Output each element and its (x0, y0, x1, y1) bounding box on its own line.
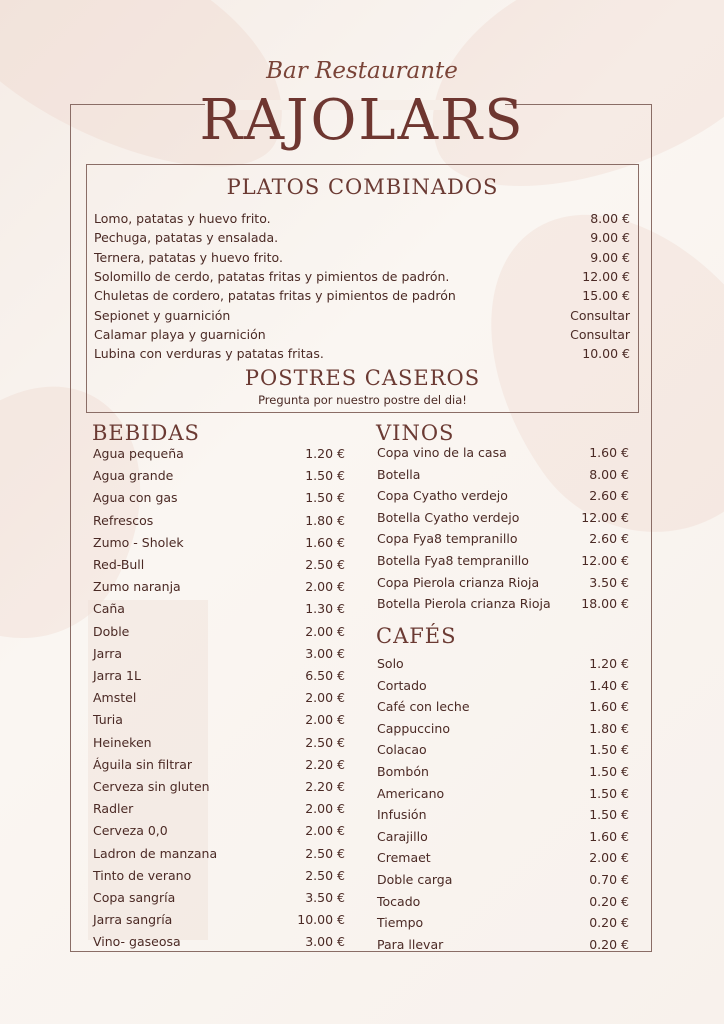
item-name: Caña (93, 601, 125, 617)
item-price: 2.00 € (305, 623, 345, 639)
item-price: 3.50 € (589, 574, 629, 590)
item-price: 1.50 € (589, 742, 629, 758)
item-name: Tinto de verano (93, 867, 192, 883)
bebidas-item (93, 557, 345, 572)
item-price: 1.60 € (305, 534, 345, 550)
item-price: 12.00 € (582, 268, 630, 284)
item-name: Botella Fya8 tempranillo (377, 553, 529, 568)
item-price: 1.30 € (305, 601, 345, 617)
cafes-item (377, 829, 629, 844)
bebidas-item (93, 801, 345, 816)
item-name: Lomo, patatas y huevo frito. (94, 211, 271, 226)
bebidas-item (93, 712, 345, 727)
cafes-item (377, 807, 629, 822)
item-price: 2.00 € (305, 690, 345, 706)
item-price: 1.20 € (305, 446, 345, 461)
cafes-item (377, 894, 629, 909)
item-price: 9.00 € (590, 230, 630, 246)
platos-item (94, 269, 630, 284)
item-price: 0.70 € (589, 872, 629, 887)
item-name: Colacao (377, 742, 427, 758)
platos-item (94, 346, 630, 361)
bebidas-item (93, 601, 345, 616)
platos-item (94, 211, 630, 226)
item-name: Cerveza 0,0 (93, 823, 168, 839)
item-name: Copa Pierola crianza Rioja (377, 574, 540, 590)
restaurant-subtitle: Bar Restaurante (266, 58, 458, 84)
bebidas-item (93, 513, 345, 528)
vinos-title: VINOS (376, 421, 455, 445)
bebidas-item (93, 735, 345, 750)
item-name: Copa vino de la casa (377, 445, 507, 460)
item-name: Solo (377, 656, 404, 671)
item-name: Ladron de manzana (93, 845, 218, 861)
item-name: Cremaet (377, 850, 431, 866)
item-name: Zumo naranja (93, 579, 181, 595)
item-name: Jarra (93, 645, 123, 661)
item-name: Zumo - Sholek (93, 534, 184, 550)
item-price: 1.60 € (589, 445, 629, 460)
item-name: Sepionet y guarnición (94, 307, 231, 323)
cafes-item (377, 699, 629, 714)
item-price: 1.40 € (589, 677, 629, 693)
item-name: Cerveza sin gluten (93, 779, 210, 794)
vinos-item (377, 488, 629, 503)
platos-title: PLATOS COMBINADOS (226, 175, 499, 199)
item-name: Botella Cyatho verdejo (377, 509, 520, 525)
cafes-item (377, 742, 629, 757)
bebidas-item (93, 779, 345, 794)
item-name: Copa sangría (93, 890, 176, 905)
bebidas-item (93, 868, 345, 883)
item-price: 3.50 € (305, 890, 345, 905)
item-name: Americano (377, 785, 445, 801)
item-name: Red-Bull (93, 557, 145, 572)
platos-item (94, 250, 630, 265)
item-name: Agua pequeña (93, 446, 184, 461)
restaurant-name: RAJOLARS (199, 88, 525, 153)
bebidas-item (93, 757, 345, 772)
item-name: Amstel (93, 690, 137, 706)
item-price: 1.60 € (589, 828, 629, 844)
item-name: Tocado (377, 893, 421, 909)
item-name: Agua grande (93, 468, 174, 484)
item-price: Consultar (570, 326, 630, 342)
postres-title: POSTRES CASEROS (244, 366, 481, 390)
item-price: 12.00 € (581, 509, 629, 525)
item-price: 1.50 € (589, 807, 629, 823)
item-price: 2.50 € (305, 867, 345, 883)
item-price: 1.50 € (589, 785, 629, 801)
item-name: Águila sin filtrar (93, 756, 193, 772)
bebidas-item (93, 823, 345, 838)
cafes-item (377, 764, 629, 779)
item-price: 10.00 € (582, 346, 630, 362)
item-name: Pechuga, patatas y ensalada. (94, 230, 279, 246)
bebidas-item (93, 624, 345, 639)
item-price: 2.00 € (305, 801, 345, 817)
postres-note: Pregunta por nuestro postre del dia! (258, 393, 467, 407)
item-name: Chuletas de cordero, patatas fritas y pimientos de padrón (94, 288, 456, 304)
item-name: Bombón (377, 764, 429, 779)
item-price: 2.00 € (305, 823, 345, 839)
vinos-item (377, 575, 629, 590)
item-name: Jarra sangría (93, 912, 173, 928)
platos-item (94, 230, 630, 245)
item-name: Copa Fya8 tempranillo (377, 531, 518, 547)
item-price: 1.60 € (589, 699, 629, 715)
bebidas-item (93, 846, 345, 861)
item-price: 12.00 € (581, 553, 629, 568)
bebidas-item (93, 690, 345, 705)
item-name: Agua con gas (93, 490, 178, 506)
item-name: Solomillo de cerdo, patatas fritas y pimientos de padrón. (94, 268, 450, 284)
item-price: 2.60 € (589, 488, 629, 504)
item-price: 0.20 € (589, 893, 629, 909)
item-name: Café con leche (377, 699, 470, 715)
item-name: Infusión (377, 807, 427, 823)
item-price: 1.80 € (589, 720, 629, 736)
vinos-item (377, 531, 629, 546)
item-price: 15.00 € (582, 288, 630, 304)
item-price: 1.80 € (305, 512, 345, 528)
item-price: 3.00 € (305, 934, 345, 950)
vinos-item (377, 553, 629, 568)
cafes-title: CAFÉS (376, 624, 457, 648)
bebidas-item (93, 490, 345, 505)
item-name: Botella Pierola crianza Rioja (377, 596, 551, 612)
cafes-item (377, 678, 629, 693)
item-price: 0.20 € (589, 936, 629, 952)
item-price: 8.00 € (590, 211, 630, 226)
item-price: 1.50 € (305, 490, 345, 506)
item-name: Cappuccino (377, 720, 450, 736)
item-price: 9.00 € (590, 249, 630, 265)
cafes-item (377, 786, 629, 801)
item-price: 1.50 € (305, 468, 345, 484)
item-price: 6.50 € (305, 668, 345, 683)
bebidas-item (93, 912, 345, 927)
item-name: Carajillo (377, 828, 428, 844)
item-price: 2.00 € (589, 850, 629, 866)
item-price: 2.50 € (305, 845, 345, 861)
bebidas-item (93, 646, 345, 661)
item-price: 1.20 € (589, 656, 629, 671)
bebidas-item (93, 668, 345, 683)
item-name: Doble carga (377, 872, 453, 887)
bebidas-item (93, 890, 345, 905)
item-name: Botella (377, 466, 421, 482)
item-name: Cortado (377, 677, 427, 693)
bebidas-title: BEBIDAS (92, 421, 200, 445)
item-price: 0.20 € (589, 915, 629, 931)
cafes-item (377, 872, 629, 887)
item-price: 10.00 € (297, 912, 345, 928)
item-name: Jarra 1L (93, 668, 141, 683)
bebidas-item (93, 934, 345, 949)
cafes-item (377, 915, 629, 930)
item-price: 18.00 € (581, 596, 629, 612)
item-name: Vino- gaseosa (93, 934, 181, 950)
item-price: 2.20 € (305, 756, 345, 772)
bebidas-item (93, 468, 345, 483)
bebidas-item (93, 446, 345, 461)
vinos-item (377, 445, 629, 460)
item-price: 2.60 € (589, 531, 629, 547)
item-name: Refrescos (93, 512, 154, 528)
platos-item (94, 308, 630, 323)
item-name: Lubina con verduras y patatas fritas. (94, 346, 324, 362)
cafes-item (377, 656, 629, 671)
vinos-item (377, 596, 629, 611)
cafes-item (377, 721, 629, 736)
item-price: 2.00 € (305, 579, 345, 595)
platos-item (94, 288, 630, 303)
item-name: Turia (93, 712, 123, 728)
item-price: 2.50 € (305, 734, 345, 750)
item-name: Radler (93, 801, 134, 817)
item-price: 3.00 € (305, 645, 345, 661)
platos-item (94, 327, 630, 342)
item-name: Doble (93, 623, 130, 639)
item-name: Calamar playa y guarnición (94, 326, 266, 342)
item-price: Consultar (570, 307, 630, 323)
item-price: 2.50 € (305, 557, 345, 572)
item-price: 2.00 € (305, 712, 345, 728)
cafes-item (377, 937, 629, 952)
item-name: Tiempo (377, 915, 424, 931)
bebidas-item (93, 535, 345, 550)
item-name: Ternera, patatas y huevo frito. (94, 249, 283, 265)
item-price: 1.50 € (589, 764, 629, 779)
bebidas-item (93, 579, 345, 594)
vinos-item (377, 467, 629, 482)
cafes-item (377, 850, 629, 865)
item-price: 8.00 € (589, 466, 629, 482)
item-price: 2.20 € (305, 779, 345, 794)
item-name: Para llevar (377, 936, 444, 952)
item-name: Heineken (93, 734, 152, 750)
item-name: Copa Cyatho verdejo (377, 488, 508, 504)
vinos-item (377, 510, 629, 525)
